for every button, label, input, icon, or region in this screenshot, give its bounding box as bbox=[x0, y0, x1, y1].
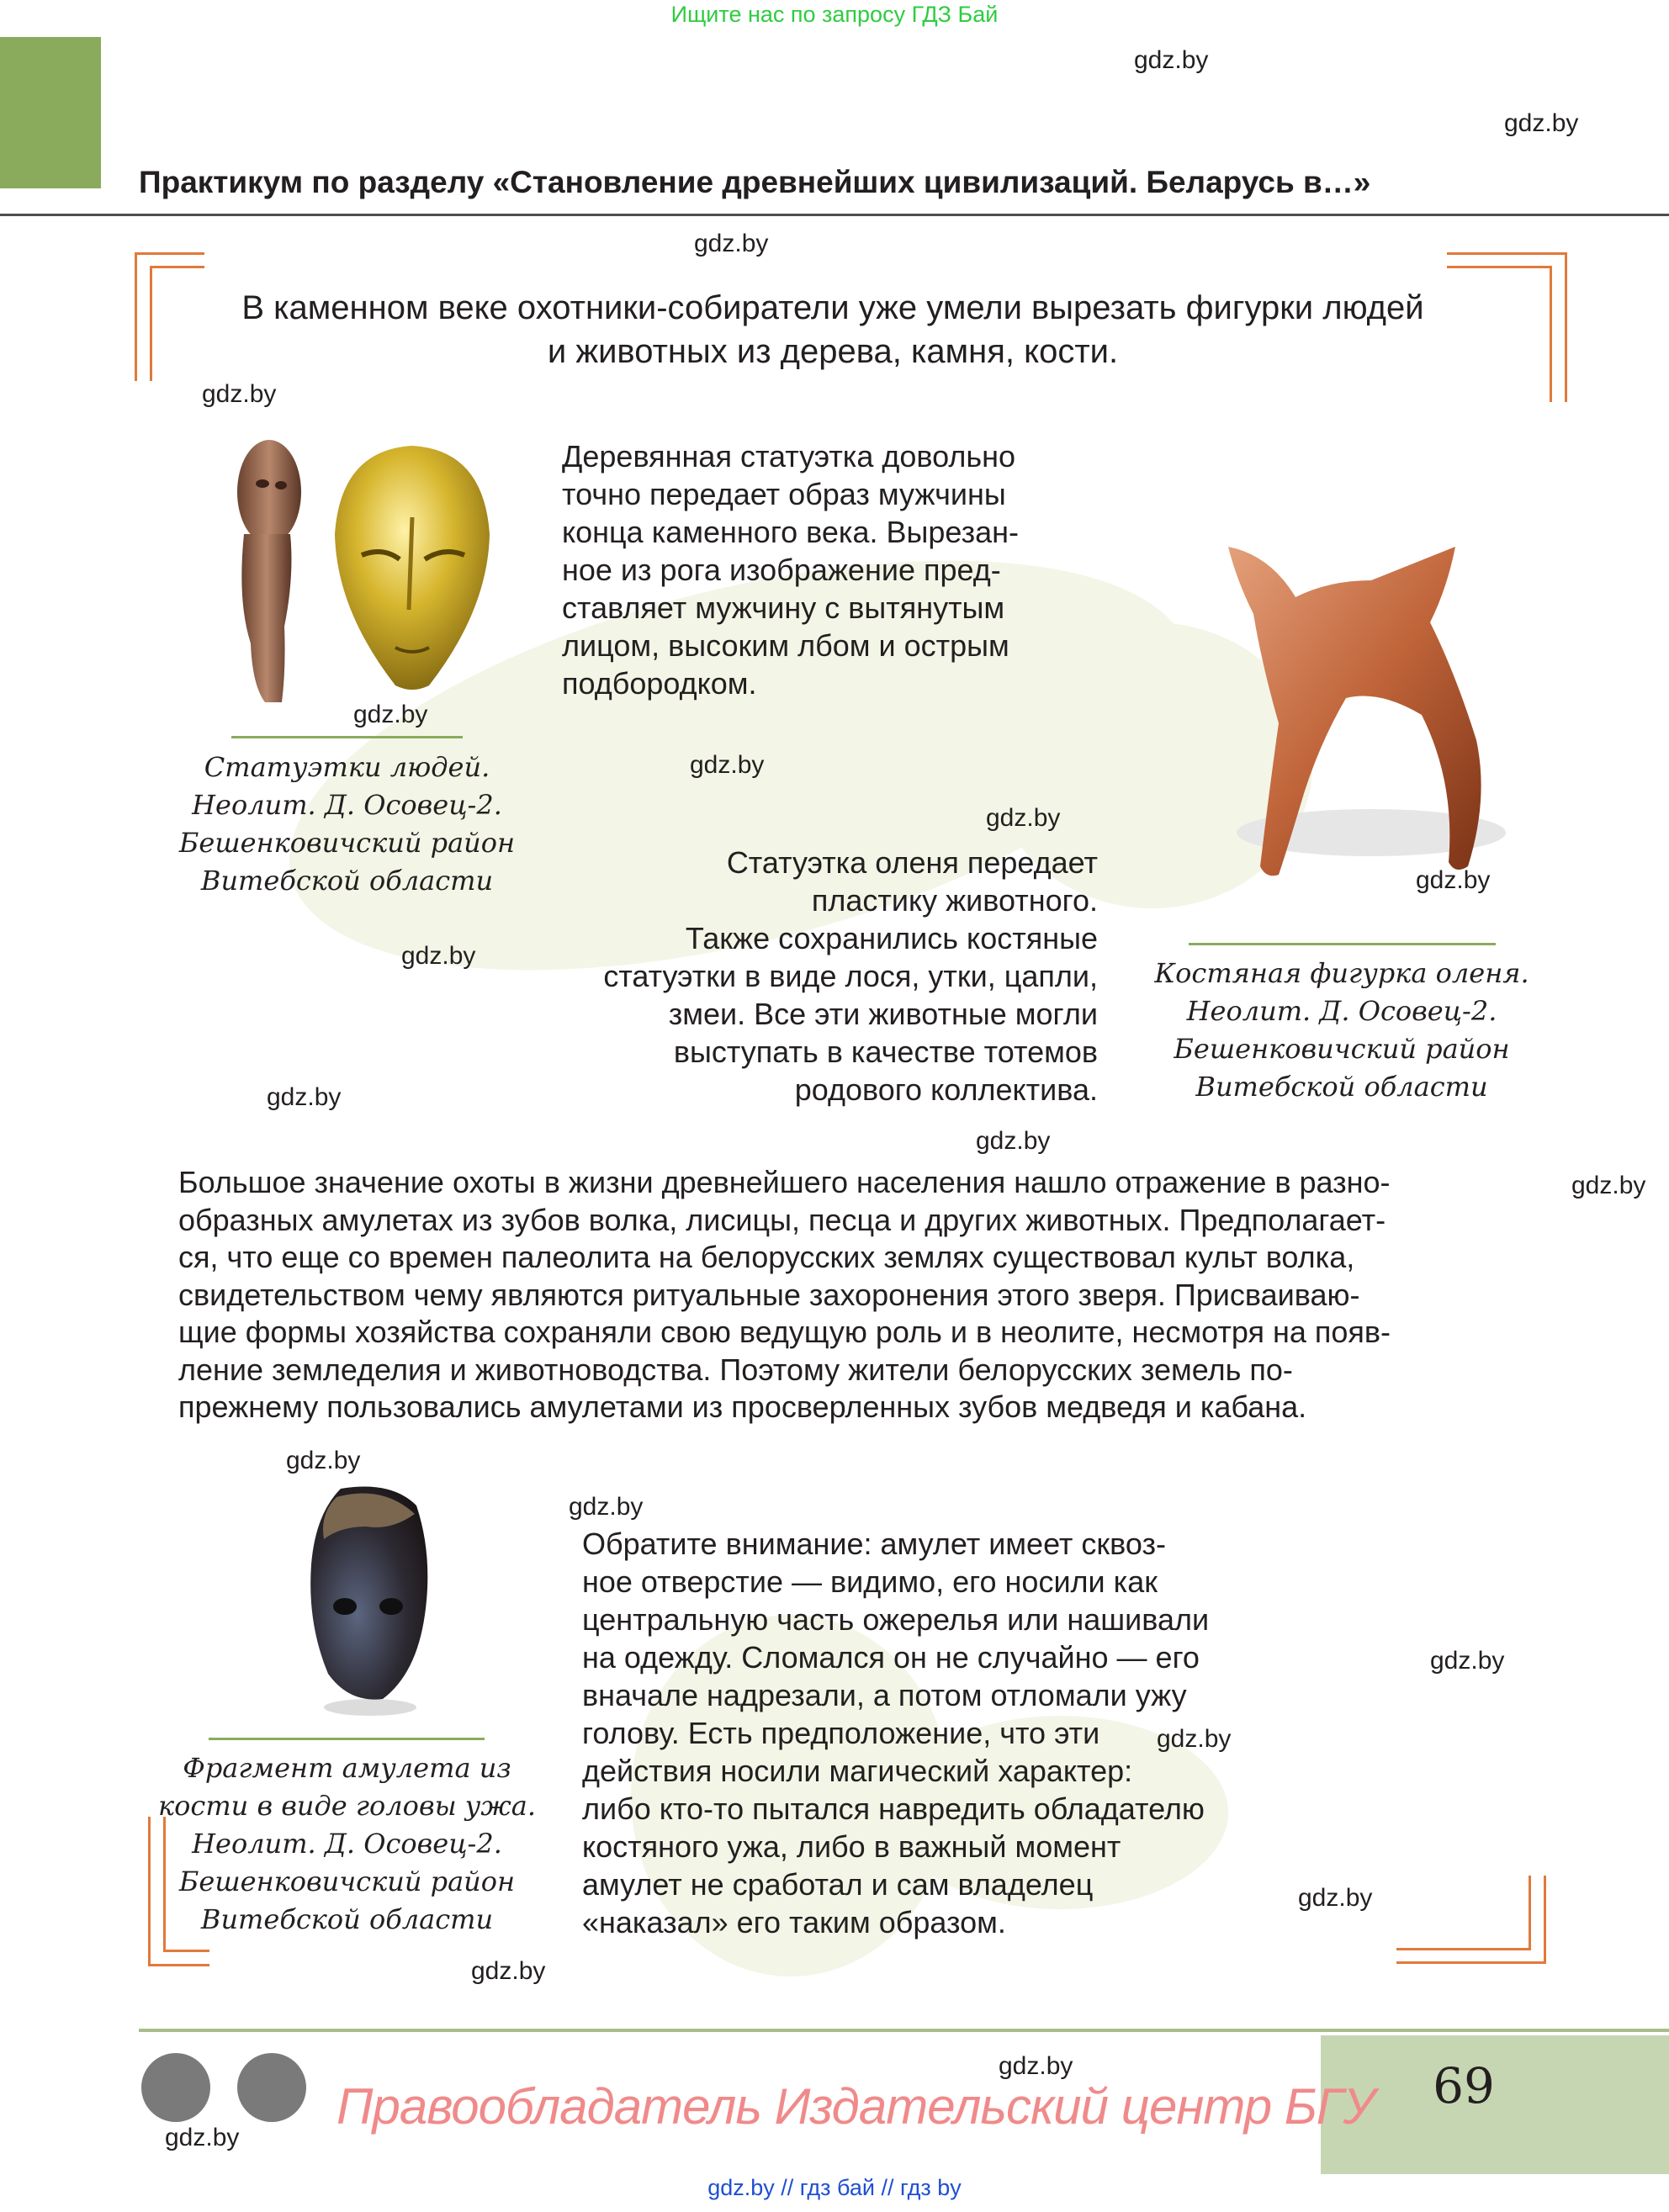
watermark: gdz.by bbox=[267, 1083, 342, 1111]
header-divider bbox=[0, 214, 1669, 216]
body-line: образных амулетах из зубов волка, лисицы, песца и других животных. Предполагает- bbox=[178, 1202, 1386, 1237]
caption-divider bbox=[231, 736, 463, 738]
text-line: статуэтки в виде лося, утки, цапли, bbox=[603, 959, 1098, 993]
bone-deer-figurine-image bbox=[1178, 530, 1531, 917]
figurines-caption bbox=[143, 749, 551, 900]
body-line: прежнему пользовались амулетами из просверленных зубов медведя и кабана. bbox=[178, 1389, 1307, 1424]
watermark: gdz.by bbox=[976, 1127, 1051, 1155]
text-line: центральную часть ожерелья или нашивали bbox=[582, 1602, 1210, 1637]
text-line: Деревянная статуэтка довольно bbox=[562, 439, 1016, 474]
caption-line: Бешенковичский район bbox=[178, 1865, 516, 1897]
watermark: gdz.by bbox=[1416, 866, 1491, 894]
text-line: пластику животного. bbox=[811, 883, 1098, 918]
caption-divider bbox=[209, 1738, 485, 1740]
text-line: конца каменного века. Вырезан- bbox=[562, 515, 1020, 549]
caption-line: Бешенковичский район bbox=[1174, 1033, 1510, 1065]
snake-amulet-image bbox=[290, 1480, 437, 1720]
copyright-notice: Правообладатель Издательский центр БГУ bbox=[336, 2078, 1375, 2135]
intro-line: и животных из дерева, камня, кости. bbox=[547, 333, 1119, 370]
watermark: gdz.by bbox=[999, 2052, 1073, 2080]
watermark: gdz.by bbox=[690, 751, 765, 779]
amulet-caption bbox=[143, 1749, 551, 1939]
text-line: змеи. Все эти животные могли bbox=[668, 997, 1098, 1031]
text-line: ное отверстие — видимо, его носили как bbox=[582, 1564, 1158, 1599]
section-tab bbox=[0, 37, 101, 188]
text-line: действия носили магический характер: bbox=[582, 1754, 1133, 1788]
caption-line: Неолит. Д. Осовец-2. bbox=[1186, 995, 1497, 1027]
text-line: ное из рога изображение пред- bbox=[562, 553, 1001, 587]
text-line: точно передает образ мужчины bbox=[562, 477, 1006, 511]
watermark: gdz.by bbox=[1134, 46, 1209, 74]
caption-line: Костяная фигурка оленя. bbox=[1154, 957, 1529, 989]
body-paragraph bbox=[178, 1164, 1484, 1426]
intro-line: В каменном веке охотники-собиратели уже умели вырезать фигурки людей bbox=[241, 289, 1424, 326]
caption-line: Неолит. Д. Осовец-2. bbox=[192, 1828, 502, 1860]
deer-caption bbox=[1152, 955, 1531, 1106]
caption-line: Витебской области bbox=[200, 1903, 494, 1935]
caption-line: Витебской области bbox=[200, 865, 494, 897]
caption-line: Неолит. Д. Осовец-2. bbox=[192, 789, 502, 821]
decorative-dot bbox=[237, 2053, 306, 2122]
deer-description bbox=[538, 844, 1098, 1109]
wooden-figurine-image bbox=[219, 433, 320, 706]
watermark: gdz.by bbox=[286, 1447, 361, 1474]
text-line: на одежду. Сломался он не случайно — его bbox=[582, 1640, 1200, 1675]
text-line: ставляет мужчину с вытянутым bbox=[562, 590, 1005, 625]
figurine-description bbox=[562, 437, 1100, 702]
watermark: gdz.by bbox=[165, 2124, 240, 2151]
text-line: вначале надрезали, а потом отломали ужу bbox=[582, 1678, 1187, 1712]
decorative-dot bbox=[141, 2053, 210, 2122]
intro-text bbox=[168, 286, 1497, 373]
text-line: родового коллектива. bbox=[794, 1072, 1098, 1107]
page-number: 69 bbox=[1433, 2057, 1495, 2114]
caption-line: Бешенковичский район bbox=[178, 827, 516, 859]
text-line: подбородком. bbox=[562, 666, 757, 701]
horn-mask-image bbox=[328, 442, 496, 694]
text-line: Статуэтка оленя передает bbox=[726, 845, 1098, 880]
text-line: «наказал» его таким образом. bbox=[582, 1905, 1006, 1939]
body-line: Большое значение охоты в жизни древнейшего населения нашло отражение в разно- bbox=[178, 1165, 1391, 1199]
body-line: ление земледелия и животноводства. Поэтому жители белорусских земель по- bbox=[178, 1352, 1293, 1387]
body-line: щие формы хозяйства сохраняли свою ведущую роль и в неолите, несмотря на появ- bbox=[178, 1315, 1391, 1349]
watermark: gdz.by bbox=[1504, 109, 1579, 137]
footer-divider bbox=[139, 2029, 1669, 2032]
frame-corner-bottom-right-inner bbox=[1396, 1876, 1531, 1950]
text-line: лицом, высоким лбом и острым bbox=[562, 628, 1009, 663]
text-line: выступать в качестве тотемов bbox=[673, 1035, 1098, 1069]
watermark: gdz.by bbox=[202, 380, 277, 408]
caption-line: Статуэтки людей. bbox=[204, 751, 490, 783]
text-line: голову. Есть предположение, что эти bbox=[582, 1716, 1100, 1750]
bottom-links[interactable]: gdz.by // гдз бай // гдз by bbox=[707, 2175, 962, 2200]
page-title: Практикум по разделу «Становление древнейших цивилизаций. Беларусь в…» bbox=[139, 165, 1371, 199]
text-line: Также сохранились костяные bbox=[685, 921, 1098, 955]
watermark: gdz.by bbox=[1430, 1647, 1505, 1675]
watermark: gdz.by bbox=[1157, 1725, 1232, 1753]
text-line: костяного ужа, либо в важный момент bbox=[582, 1829, 1121, 1864]
watermark: gdz.by bbox=[986, 804, 1061, 832]
watermark: gdz.by bbox=[1571, 1172, 1646, 1199]
top-banner-link[interactable]: Ищите нас по запросу ГДЗ Бай bbox=[670, 2, 999, 27]
watermark: gdz.by bbox=[1298, 1884, 1373, 1912]
caption-line: кости в виде головы ужа. bbox=[158, 1790, 536, 1822]
body-line: ся, что еще со времен палеолита на белорусских землях существовал культ волка, bbox=[178, 1240, 1355, 1274]
watermark: gdz.by bbox=[694, 230, 769, 257]
text-line: амулет не сработал и сам владелец bbox=[582, 1867, 1094, 1902]
watermark: gdz.by bbox=[401, 942, 476, 970]
text-line: Обратите внимание: амулет имеет сквоз- bbox=[582, 1527, 1166, 1561]
caption-divider bbox=[1189, 943, 1496, 945]
watermark: gdz.by bbox=[569, 1493, 644, 1521]
text-line: либо кто-то пытался навредить обладателю bbox=[582, 1791, 1205, 1826]
caption-line: Фрагмент амулета из bbox=[183, 1752, 511, 1784]
watermark: gdz.by bbox=[353, 701, 428, 728]
caption-line: Витебской области bbox=[1195, 1071, 1488, 1103]
body-line: свидетельством чему являются ритуальные захоронения этого зверя. Присваиваю- bbox=[178, 1277, 1360, 1312]
watermark: gdz.by bbox=[471, 1957, 546, 1985]
